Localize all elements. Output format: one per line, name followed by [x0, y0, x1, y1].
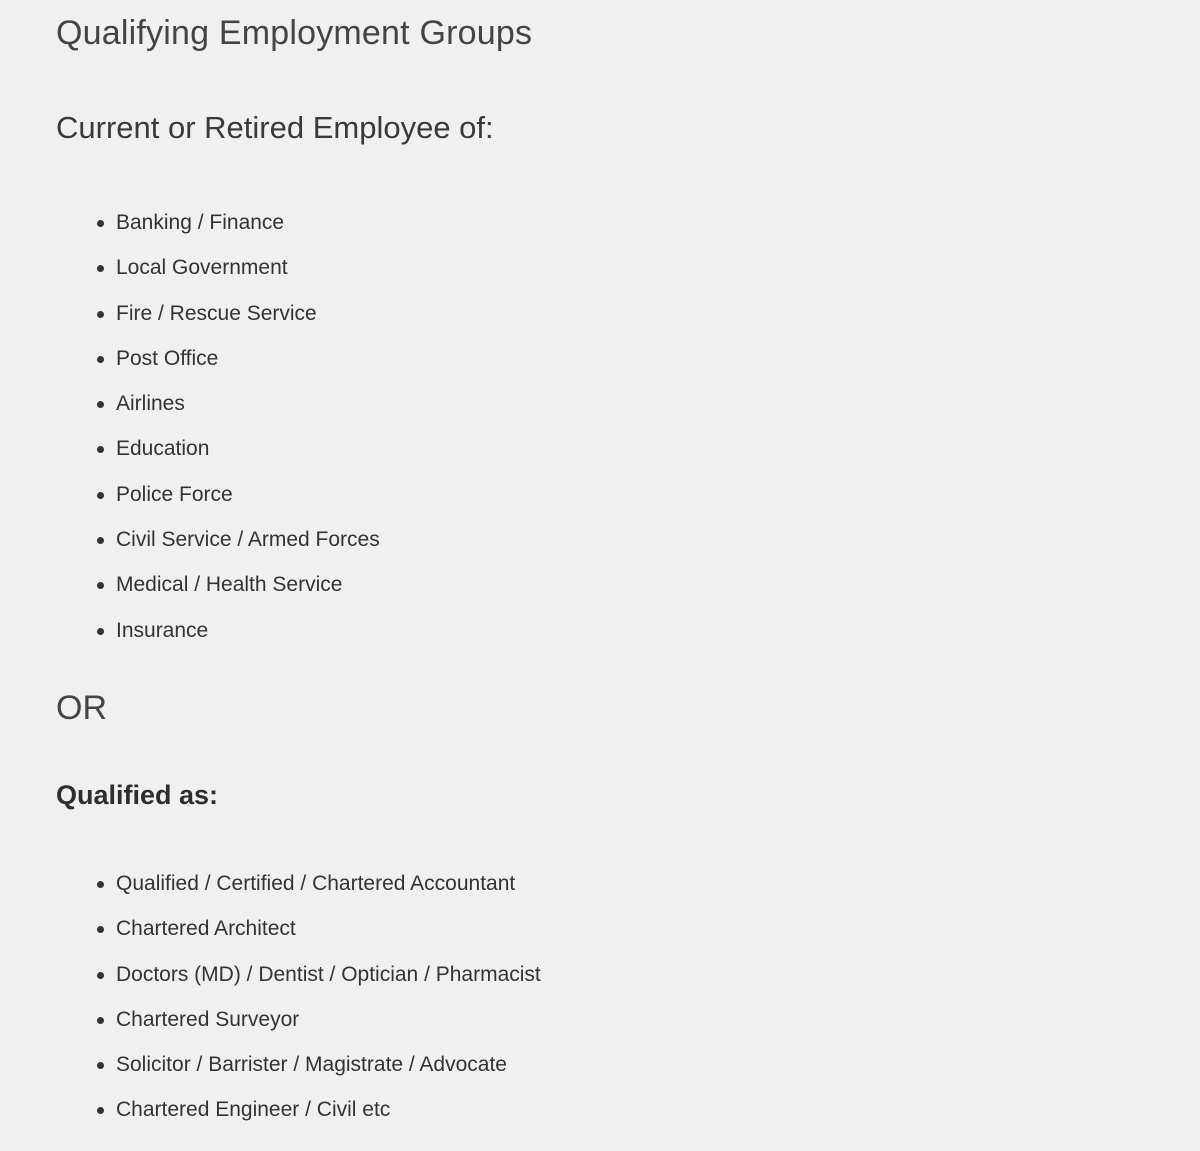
- list-item: Solicitor / Barrister / Magistrate / Advocate: [56, 1053, 541, 1098]
- list-item: Post Office: [56, 347, 380, 392]
- list-item: Banking / Finance: [56, 211, 380, 256]
- page-title: Qualifying Employment Groups: [56, 14, 533, 52]
- list-item: Local Government: [56, 256, 380, 301]
- or-separator: OR: [56, 689, 107, 727]
- employment-list: [56, 211, 380, 664]
- qualified-heading: Qualified as:: [56, 780, 219, 810]
- employment-heading: Current or Retired Employee of:: [56, 110, 494, 145]
- list-item: Airlines: [56, 392, 380, 437]
- list-item: Chartered Architect: [56, 917, 541, 962]
- list-item: Fire / Rescue Service: [56, 302, 380, 347]
- list-item: Chartered Surveyor: [56, 1008, 541, 1053]
- list-item: Police Force: [56, 483, 380, 528]
- list-item: Qualified / Certified / Chartered Accountant: [56, 872, 541, 917]
- qualified-list: [56, 872, 541, 1144]
- list-item: Insurance: [56, 619, 380, 664]
- list-item: Doctors (MD) / Dentist / Optician / Pharmacist: [56, 963, 541, 1008]
- list-item: Medical / Health Service: [56, 573, 380, 618]
- list-item: Education: [56, 437, 380, 482]
- list-item: Chartered Engineer / Civil etc: [56, 1098, 541, 1143]
- list-item: Civil Service / Armed Forces: [56, 528, 380, 573]
